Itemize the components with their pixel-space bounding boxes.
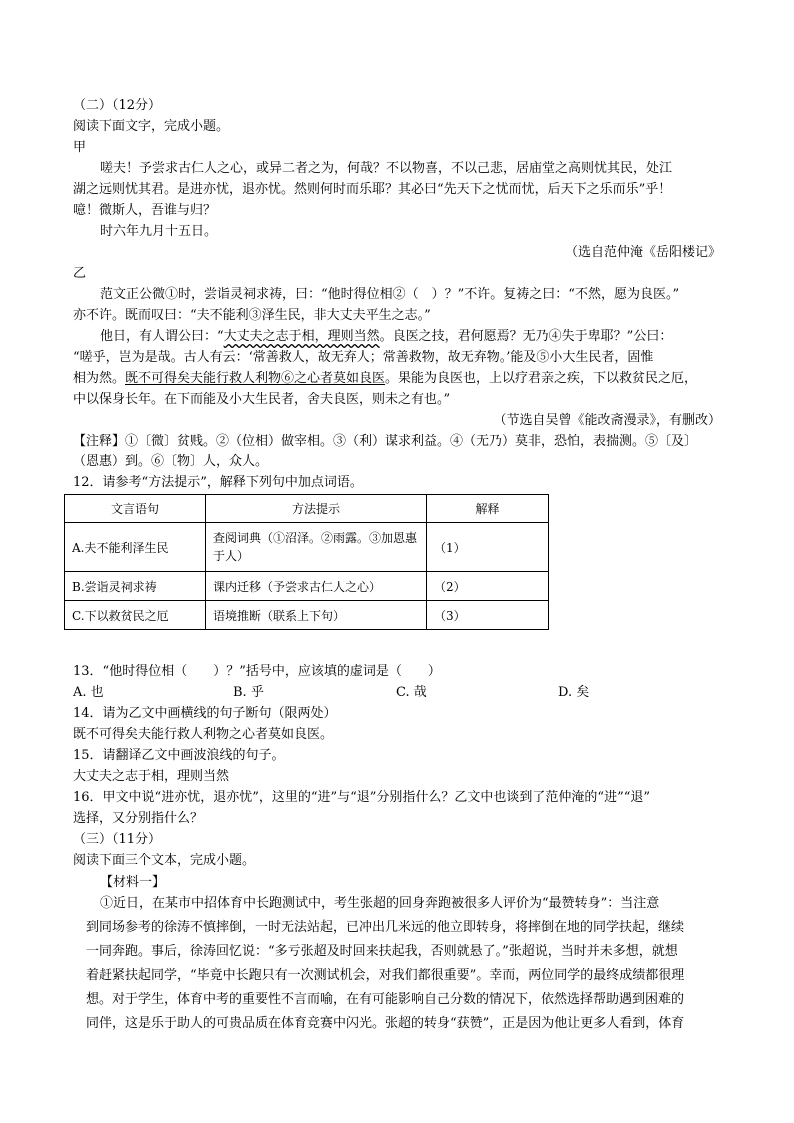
material-line: 想。对于学生，体育中考的重要性不言而喻，在有可能影响自己分数的情况下，依然选择帮助遇到困难的 [86, 992, 685, 1007]
table-cell-sentence: B.尝诣灵祠求祷 [65, 572, 206, 601]
table-cell-method: 语境推断（联系上下句） [206, 601, 427, 630]
passage-yi-line: 亦不许。既而叹曰：“夫不能利③泽生民，非大丈夫平生之志。” [73, 308, 431, 323]
passage-yi-line: “嗟乎，岂为是哉。古人有云：‘常善救人，故无弃人；常善救物，故无弃物。’能及⑤小大生民者，固惟 [73, 350, 654, 365]
underlined-sentence: 既不可得矣夫能行救人利物⑥之心者莫如良医 [125, 371, 386, 386]
passage-yi-line [73, 370, 733, 388]
passage-jia-date: 时六年九月十五日。 [100, 224, 218, 239]
material-line: 一同奔跑。事后，徐涛回忆说：“多亏张超及时回来扶起我，否则就悬了。”张超说，当时并未多想，就想 [86, 944, 678, 959]
option-c: C. 哉 [396, 685, 427, 700]
annotation-line: 【注释】①〔微〕贫贱。②（位相）做宰相。③（利）谋求利益。④（无乃）莫非，恐怕，表揣测。⑤〔及〕 [73, 434, 698, 449]
question-15-stem: 15．请翻译乙文中画波浪线的句子。 [73, 748, 285, 763]
question-14-text: 既不可得矣夫能行救人利物之心者莫如良医。 [73, 727, 334, 742]
option-b: B. 乎 [233, 685, 264, 700]
question-13-stem: 13．“他时得位相（ ）？”括号中，应该填的虚词是（ ） [73, 664, 441, 679]
section3-instruction: 阅读下面三个文本，完成小题。 [73, 853, 256, 868]
passage-yi-line: 范文正公微①时，尝诣灵祠求祷，曰：“他时得位相②（ ）？”不许。复祷之曰：“不然，愿为良医。” [100, 287, 680, 302]
table-cell-method: 查阅词典（①沼泽。②雨露。③加恩惠于人） [206, 523, 427, 572]
material-line: 同伴，这是乐于助人的可贵品质在体育竞赛中闪光。张超的转身“获赞”，正是因为他让更多人看到，体育 [86, 1016, 685, 1031]
table-header: 方法提示 [206, 495, 427, 523]
material-one-label: 【材料一】 [100, 875, 166, 890]
option-d: D. 矣 [558, 685, 590, 700]
table-cell-answer: （3） [427, 601, 549, 630]
passage-jia-line: 湖之远则忧其君。是进亦忧，退亦忧。然则何时而乐耶？其必曰“先天下之忧而忧，后天下之乐而乐”乎！ [73, 182, 672, 197]
yi-text: 相为然。 [73, 371, 126, 386]
method-table [64, 494, 549, 630]
passage-yi-line: 中以保身长年。在下而能及小大生民者，舍夫良医，则未之有也。” [73, 392, 451, 407]
wavy-underlined-sentence: 大丈夫之志于相，理则当然 [223, 329, 380, 344]
material-line: 到同场参考的徐涛不慎摔倒，一时无法站起，已冲出几米远的他立即转身，将摔倒在地的同学扶起，继续 [86, 920, 685, 935]
table-cell-sentence: A.夫不能利泽生民 [65, 523, 206, 572]
question-14-stem: 14．请为乙文中画横线的句子断句（限两处） [73, 706, 337, 721]
table-cell-answer: （1） [427, 523, 549, 572]
table-header: 解释 [427, 495, 549, 523]
section3-header: （三）（11分） [73, 832, 162, 847]
question-16-line: 16．甲文中说“进亦忧，退亦忧”，这里的“进”与“退”分别指什么？乙文中也谈到了范仲淹的“进”“退” [73, 790, 651, 805]
table-cell-answer: （2） [427, 572, 549, 601]
section2-instruction: 阅读下面文字，完成小题。 [73, 119, 230, 134]
yi-text: 。果能为良医也，上以疗君亲之疾，下以救贫民之厄， [385, 371, 698, 386]
question-12-stem: 12．请参考“方法提示”，解释下列句中加点词语。 [73, 475, 363, 490]
passage-yi-label: 乙 [73, 266, 87, 281]
option-a: A. 也 [73, 685, 104, 700]
question-16-line: 选择，又分别指什么？ [73, 811, 204, 826]
table-row [65, 523, 549, 572]
table-header-row [65, 495, 549, 523]
section2-header: （二）（12分） [73, 98, 162, 113]
table-header: 文言语句 [65, 495, 206, 523]
question-15-text: 大丈夫之志于相，理则当然 [73, 769, 230, 784]
material-line: ①近日，在某市中招体育中长跑测试中，考生张超的回身奔跑被很多人评价为“最赞转身”：当注意 [100, 896, 660, 911]
yi-text: 。良医之技，君何愿焉？无乃④失于卑耶？”公曰： [379, 329, 673, 344]
passage-jia-line: 嗟夫！予尝求古仁人之心，或异二者之为，何哉？不以物喜，不以己悲，居庙堂之高则忧其民，处江 [100, 161, 673, 176]
table-cell-sentence: C.下以救贫民之厄 [65, 601, 206, 630]
passage-yi-line [100, 328, 760, 346]
passage-jia-label: 甲 [73, 140, 87, 155]
yi-text: 他日，有人谓公曰：“ [100, 329, 224, 344]
table-cell-method: 课内迁移（予尝求古仁人之心） [206, 572, 427, 601]
table-row [65, 601, 549, 630]
table-row [65, 572, 549, 601]
passage-jia-line: 噫！微斯人，吾谁与归？ [73, 203, 217, 218]
passage-jia-source: （选自范仲淹《岳阳楼记》 [564, 245, 721, 260]
annotation-line: （恩惠）到。⑥〔物〕人，众人。 [73, 454, 269, 469]
material-line: 着赶紧扶起同学，“毕竟中长跑只有一次测试机会，对我们都很重要”。幸而，两位同学的最终成绩都很理 [86, 968, 685, 983]
passage-yi-source: （节选自吴曾《能改斋漫录》，有删改） [493, 413, 721, 428]
